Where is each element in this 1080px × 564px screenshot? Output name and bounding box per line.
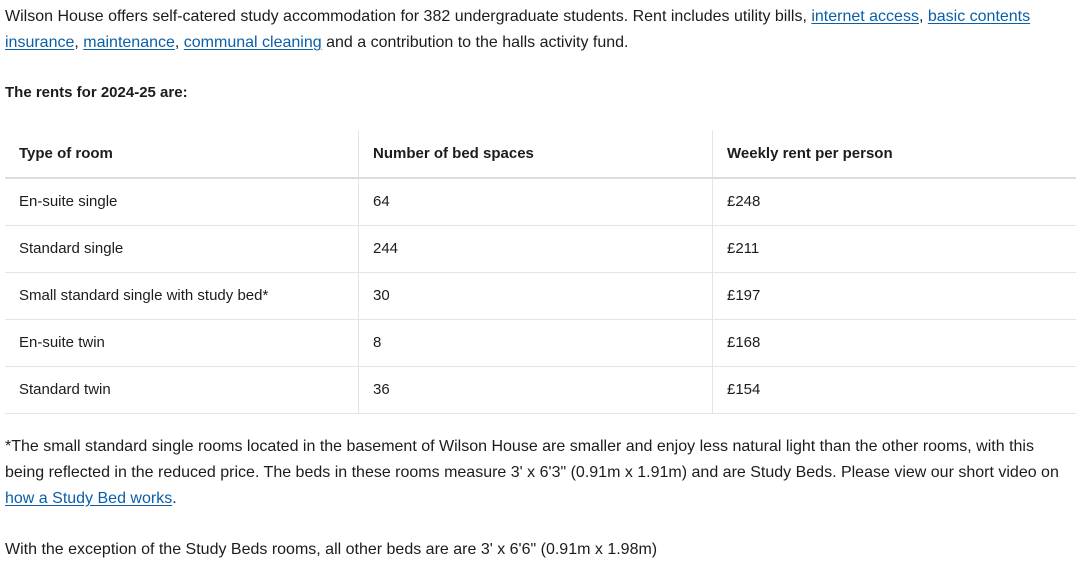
bed-spaces-cell: 30 — [359, 273, 713, 320]
intro-text-before: Wilson House offers self-catered study accommodation for 382 undergraduate students. Rent includes utility bills, — [5, 8, 812, 25]
weekly-rent-cell: £154 — [713, 367, 1077, 414]
footnote-text-before: *The small standard single rooms located in the basement of Wilson House are smaller and enjoy less natural light than the other rooms, with this being reflected in the reduced price. The beds in these rooms measure 3' x 6'3" (0.91m x 1.91m) and are Study Beds. Please view our short video on — [5, 438, 1059, 481]
bed-spaces-cell: 244 — [359, 226, 713, 273]
room-type-cell: En-suite twin — [5, 320, 359, 367]
weekly-rent-cell: £248 — [713, 178, 1077, 226]
table-row — [5, 226, 1076, 273]
weekly-rent-cell: £197 — [713, 273, 1077, 320]
rents-heading: The rents for 2024-25 are: — [5, 84, 188, 101]
bed-size-note: With the exception of the Study Beds rooms, all other beds are are 3' x 6'6" (0.91m x 1.98m) — [5, 541, 658, 558]
table-header-row — [5, 130, 1076, 178]
intro-paragraph — [5, 4, 1075, 56]
table-row — [5, 178, 1076, 226]
weekly-rent-cell: £211 — [713, 226, 1077, 273]
intro-separator: , — [174, 34, 184, 51]
bed-spaces-cell: 64 — [359, 178, 713, 226]
header-bed-spaces: Number of bed spaces — [359, 130, 713, 178]
room-type-cell: En-suite single — [5, 178, 359, 226]
table-row — [5, 273, 1076, 320]
contents-insurance-link[interactable]: basic contents insurance — [5, 8, 1031, 51]
weekly-rent-cell: £168 — [713, 320, 1077, 367]
study-bed-footnote — [5, 434, 1077, 512]
communal-cleaning-link[interactable]: communal cleaning — [183, 34, 322, 51]
study-bed-video-link[interactable]: how a Study Bed works — [5, 490, 173, 507]
maintenance-link[interactable]: maintenance — [83, 34, 175, 51]
footnote-text-after: . — [172, 490, 177, 507]
bed-spaces-cell: 8 — [359, 320, 713, 367]
bed-spaces-cell: 36 — [359, 367, 713, 414]
table-row — [5, 320, 1076, 367]
rents-table — [5, 130, 1076, 414]
room-type-cell: Small standard single with study bed* — [5, 273, 359, 320]
header-weekly-rent: Weekly rent per person — [713, 130, 1077, 178]
intro-text-after: and a contribution to the halls activity fund. — [321, 34, 629, 51]
internet-access-link[interactable]: internet access — [811, 8, 919, 25]
intro-separator: , — [918, 8, 928, 25]
header-type-of-room: Type of room — [5, 130, 359, 178]
intro-separator: , — [74, 34, 84, 51]
room-type-cell: Standard single — [5, 226, 359, 273]
room-type-cell: Standard twin — [5, 367, 359, 414]
table-row — [5, 367, 1076, 414]
